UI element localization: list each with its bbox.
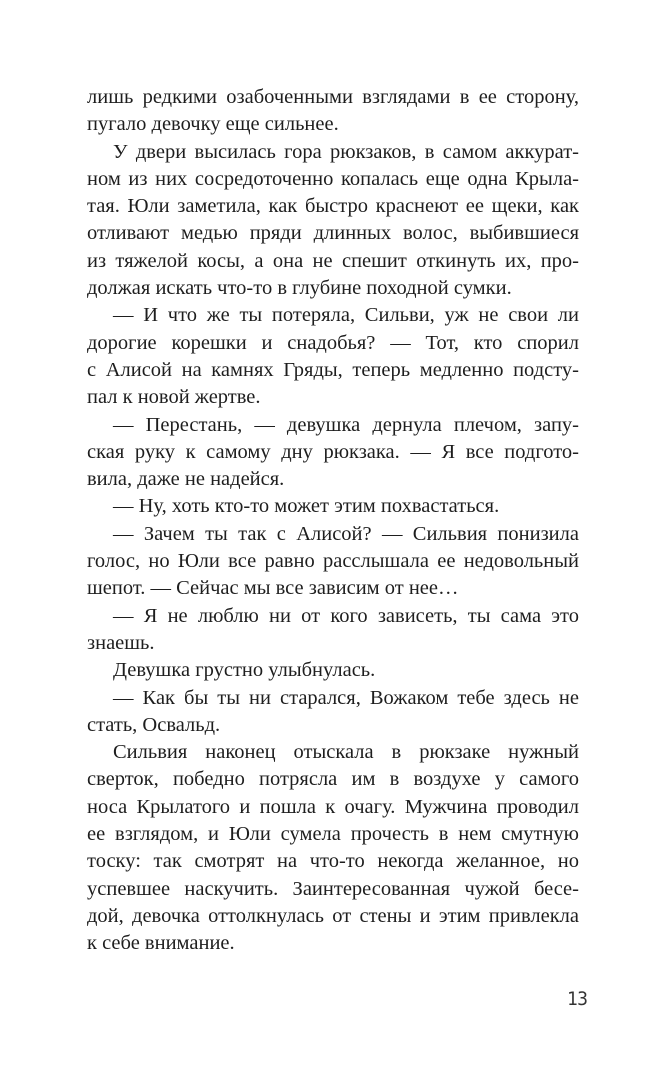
text-line: должая искать что-то в глубине походной сумки.: [87, 277, 512, 300]
text-line: дорогие корешки и снадобья? — Тот, кто спорил: [87, 331, 579, 354]
text-line: — Как бы ты ни старался, Вожаком тебе здесь не: [113, 686, 579, 709]
text-line: — Я не люблю ни от кого зависеть, ты сама это: [113, 604, 579, 627]
text-line: тоску: так смотрят на что-то некогда желанное, но: [87, 850, 579, 873]
text-line: успевшее наскучить. Заинтересованная чужой бесе-: [87, 877, 579, 900]
text-line: У двери высилась гора рюкзаков, в самом аккурат-: [113, 140, 579, 163]
text-line: тая. Юли заметила, как быстро краснеют ее щеки, как: [87, 195, 579, 218]
text-line: — Перестань, — девушка дернула плечом, запу-: [113, 413, 579, 436]
text-line: пугало девочку еще сильнее.: [87, 113, 339, 136]
text-line: ская руку к самому дну рюкзака. — Я все подгото-: [87, 440, 579, 463]
text-line: вила, даже не надейся.: [87, 468, 285, 491]
text-line: носа Крылатого и пошла к очагу. Мужчина проводил: [87, 795, 579, 818]
text-line: — Зачем ты так с Алисой? — Сильвия понизила: [113, 522, 579, 545]
page-number: 13: [567, 988, 587, 1010]
text-line: лишь редкими озабоченными взглядами в ее сторону,: [87, 86, 579, 108]
text-line: ее взглядом, и Юли сумела прочесть в нем смутную: [87, 823, 579, 846]
text-line: отливают медью пряди длинных волос, выбившиеся: [87, 222, 579, 245]
text-line: — Ну, хоть кто-то может этим похвастаться.: [113, 495, 500, 518]
text-line: Девушка грустно улыбнулась.: [113, 659, 376, 682]
text-line: — И что же ты потеряла, Сильви, уж не свои ли: [113, 304, 579, 327]
book-page-text: [87, 84, 579, 958]
text-line: Сильвия наконец отыскала в рюкзаке нужный: [113, 741, 579, 764]
text-line: голос, но Юли все равно расслышала ее недовольный: [87, 550, 579, 573]
text-line: пал к новой жертве.: [87, 386, 261, 409]
text-line: дой, девочка оттолкнулась от стены и этим привлекла: [87, 904, 579, 927]
text-line: с Алисой на камнях Гряды, теперь медленно подсту-: [87, 358, 579, 381]
text-line: стать, Освальд.: [87, 713, 221, 736]
text-line: из тяжелой косы, а она не спешит откинуть их, про-: [87, 249, 579, 272]
text-line: ном из них сосредоточенно копалась еще одна Крыла-: [87, 167, 579, 190]
text-line: шепот. — Сейчас мы все зависим от нее…: [87, 577, 459, 600]
text-line: к себе внимание.: [87, 932, 235, 955]
text-line: сверток, победно потрясла им в воздухе у самого: [87, 768, 579, 791]
text-line: знаешь.: [87, 631, 155, 654]
